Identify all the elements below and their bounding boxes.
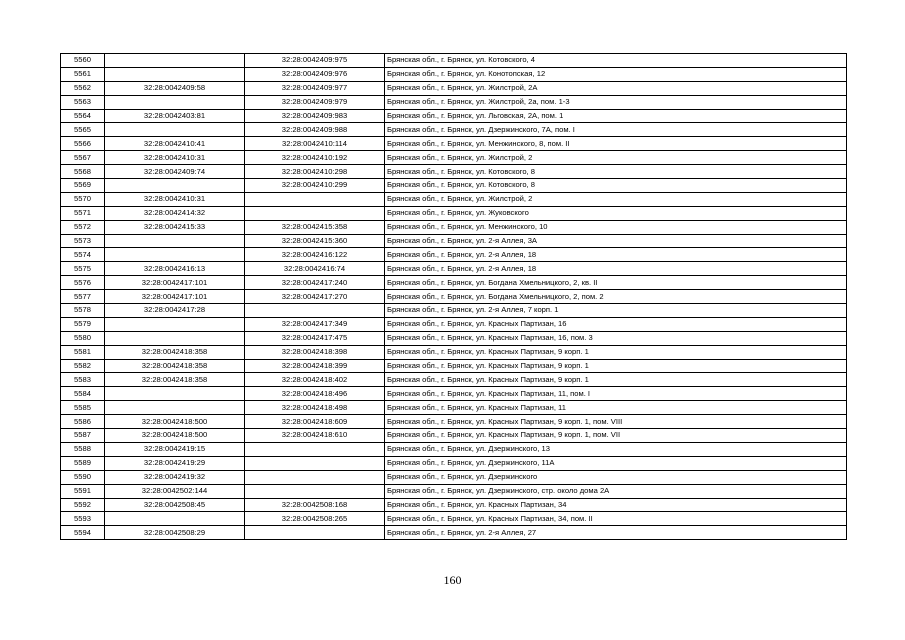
object-cadastral-number-cell — [245, 456, 385, 470]
table-row — [61, 67, 847, 81]
object-cadastral-number-cell: 32:28:0042409:988 — [245, 123, 385, 137]
address-cell: Брянская обл., г. Брянск, ул. Дзержинского, 11А — [385, 456, 847, 470]
object-cadastral-number-cell: 32:28:0042418:610 — [245, 429, 385, 443]
row-number-cell: 5593 — [61, 512, 105, 526]
row-number-cell: 5584 — [61, 387, 105, 401]
row-number-cell: 5570 — [61, 192, 105, 206]
address-cell: Брянская обл., г. Брянск, ул. Красных Партизан, 9 корп. 1, пом. VIII — [385, 415, 847, 429]
object-cadastral-number-cell: 32:28:0042418:496 — [245, 387, 385, 401]
land-cadastral-number-cell: 32:28:0042508:29 — [105, 526, 245, 540]
row-number-cell: 5567 — [61, 151, 105, 165]
table-row — [61, 192, 847, 206]
address-cell: Брянская обл., г. Брянск, ул. Красных Партизан, 11, пом. I — [385, 387, 847, 401]
address-cell: Брянская обл., г. Брянск, ул. Дзержинского — [385, 470, 847, 484]
address-cell: Брянская обл., г. Брянск, ул. Богдана Хмельницкого, 2, пом. 2 — [385, 290, 847, 304]
object-cadastral-number-cell — [245, 470, 385, 484]
row-number-cell: 5572 — [61, 220, 105, 234]
object-cadastral-number-cell: 32:28:0042410:114 — [245, 137, 385, 151]
table-row — [61, 317, 847, 331]
land-cadastral-number-cell — [105, 331, 245, 345]
row-number-cell: 5577 — [61, 290, 105, 304]
address-cell: Брянская обл., г. Брянск, ул. Менжинского, 8, пом. II — [385, 137, 847, 151]
address-cell: Брянская обл., г. Брянск, ул. Красных Партизан, 9 корп. 1 — [385, 373, 847, 387]
land-cadastral-number-cell: 32:28:0042414:32 — [105, 206, 245, 220]
land-cadastral-number-cell — [105, 179, 245, 193]
address-cell: Брянская обл., г. Брянск, ул. Жуковского — [385, 206, 847, 220]
table-row — [61, 387, 847, 401]
address-cell: Брянская обл., г. Брянск, ул. 2-я Аллея, 18 — [385, 248, 847, 262]
land-cadastral-number-cell — [105, 54, 245, 68]
table-row — [61, 442, 847, 456]
row-number-cell: 5585 — [61, 401, 105, 415]
row-number-cell: 5581 — [61, 345, 105, 359]
row-number-cell: 5575 — [61, 262, 105, 276]
address-cell: Брянская обл., г. Брянск, ул. Красных Партизан, 9 корп. 1, пом. VII — [385, 429, 847, 443]
object-cadastral-number-cell: 32:28:0042418:402 — [245, 373, 385, 387]
address-cell: Брянская обл., г. Брянск, ул. Дзержинского, 13 — [385, 442, 847, 456]
address-cell: Брянская обл., г. Брянск, ул. Красных Партизан, 16, пом. 3 — [385, 331, 847, 345]
row-number-cell: 5579 — [61, 317, 105, 331]
object-cadastral-number-cell: 32:28:0042410:298 — [245, 165, 385, 179]
object-cadastral-number-cell: 32:28:0042416:122 — [245, 248, 385, 262]
object-cadastral-number-cell: 32:28:0042410:192 — [245, 151, 385, 165]
table-row — [61, 470, 847, 484]
land-cadastral-number-cell: 32:28:0042418:358 — [105, 345, 245, 359]
address-cell: Брянская обл., г. Брянск, ул. Котовского, 8 — [385, 179, 847, 193]
row-number-cell: 5571 — [61, 206, 105, 220]
object-cadastral-number-cell: 32:28:0042417:349 — [245, 317, 385, 331]
land-cadastral-number-cell: 32:28:0042417:28 — [105, 304, 245, 318]
table-row — [61, 512, 847, 526]
object-cadastral-number-cell: 32:28:0042417:475 — [245, 331, 385, 345]
table-row — [61, 526, 847, 540]
land-cadastral-number-cell: 32:28:0042410:31 — [105, 151, 245, 165]
land-cadastral-number-cell: 32:28:0042419:32 — [105, 470, 245, 484]
address-cell: Брянская обл., г. Брянск, ул. Льговская, 2А, пом. 1 — [385, 109, 847, 123]
table-row — [61, 54, 847, 68]
table-row — [61, 415, 847, 429]
address-cell: Брянская обл., г. Брянск, ул. 2-я Аллея, 27 — [385, 526, 847, 540]
land-cadastral-number-cell — [105, 401, 245, 415]
land-cadastral-number-cell — [105, 123, 245, 137]
object-cadastral-number-cell: 32:28:0042418:498 — [245, 401, 385, 415]
table-row — [61, 151, 847, 165]
land-cadastral-number-cell — [105, 67, 245, 81]
object-cadastral-number-cell: 32:28:0042409:977 — [245, 81, 385, 95]
table-row — [61, 262, 847, 276]
object-cadastral-number-cell — [245, 484, 385, 498]
row-number-cell: 5586 — [61, 415, 105, 429]
land-cadastral-number-cell: 32:28:0042409:74 — [105, 165, 245, 179]
table-row — [61, 179, 847, 193]
land-cadastral-number-cell: 32:28:0042508:45 — [105, 498, 245, 512]
table-row — [61, 248, 847, 262]
table-row — [61, 165, 847, 179]
land-cadastral-number-cell — [105, 234, 245, 248]
table-row — [61, 373, 847, 387]
address-cell: Брянская обл., г. Брянск, ул. Жилстрой, 2а, пом. 1-3 — [385, 95, 847, 109]
address-cell: Брянская обл., г. Брянск, ул. Красных Партизан, 34, пом. II — [385, 512, 847, 526]
row-number-cell: 5573 — [61, 234, 105, 248]
object-cadastral-number-cell: 32:28:0042508:168 — [245, 498, 385, 512]
address-cell: Брянская обл., г. Брянск, ул. Жилстрой, 2 — [385, 151, 847, 165]
table-row — [61, 137, 847, 151]
table-row — [61, 234, 847, 248]
address-cell: Брянская обл., г. Брянск, ул. Красных Партизан, 16 — [385, 317, 847, 331]
row-number-cell: 5594 — [61, 526, 105, 540]
object-cadastral-number-cell: 32:28:0042410:299 — [245, 179, 385, 193]
land-cadastral-number-cell: 32:28:0042416:13 — [105, 262, 245, 276]
address-cell: Брянская обл., г. Брянск, ул. Дзержинского, стр. около дома 2А — [385, 484, 847, 498]
object-cadastral-number-cell: 32:28:0042418:609 — [245, 415, 385, 429]
row-number-cell: 5591 — [61, 484, 105, 498]
table-row — [61, 109, 847, 123]
row-number-cell: 5564 — [61, 109, 105, 123]
table-row — [61, 359, 847, 373]
table-row — [61, 206, 847, 220]
address-cell: Брянская обл., г. Брянск, ул. Жилстрой, 2А — [385, 81, 847, 95]
land-cadastral-number-cell — [105, 317, 245, 331]
land-cadastral-number-cell: 32:28:0042417:101 — [105, 290, 245, 304]
register-table-body — [61, 54, 847, 540]
address-cell: Брянская обл., г. Брянск, ул. Котовского, 8 — [385, 165, 847, 179]
land-cadastral-number-cell: 32:28:0042410:31 — [105, 192, 245, 206]
table-row — [61, 123, 847, 137]
row-number-cell: 5576 — [61, 276, 105, 290]
land-cadastral-number-cell — [105, 512, 245, 526]
row-number-cell: 5583 — [61, 373, 105, 387]
table-row — [61, 484, 847, 498]
row-number-cell: 5569 — [61, 179, 105, 193]
address-cell: Брянская обл., г. Брянск, ул. 2-я Аллея, 7 корп. 1 — [385, 304, 847, 318]
address-cell: Брянская обл., г. Брянск, ул. Жилстрой, 2 — [385, 192, 847, 206]
object-cadastral-number-cell: 32:28:0042508:265 — [245, 512, 385, 526]
address-cell: Брянская обл., г. Брянск, ул. Дзержинского, 7А, пом. I — [385, 123, 847, 137]
land-cadastral-number-cell: 32:28:0042418:500 — [105, 415, 245, 429]
row-number-cell: 5565 — [61, 123, 105, 137]
land-cadastral-number-cell — [105, 387, 245, 401]
row-number-cell: 5574 — [61, 248, 105, 262]
row-number-cell: 5566 — [61, 137, 105, 151]
land-cadastral-number-cell: 32:28:0042502:144 — [105, 484, 245, 498]
row-number-cell: 5561 — [61, 67, 105, 81]
object-cadastral-number-cell: 32:28:0042418:398 — [245, 345, 385, 359]
address-cell: Брянская обл., г. Брянск, ул. Богдана Хмельницкого, 2, кв. II — [385, 276, 847, 290]
land-cadastral-number-cell: 32:28:0042410:41 — [105, 137, 245, 151]
table-row — [61, 220, 847, 234]
object-cadastral-number-cell: 32:28:0042415:360 — [245, 234, 385, 248]
land-cadastral-number-cell: 32:28:0042417:101 — [105, 276, 245, 290]
object-cadastral-number-cell: 32:28:0042415:358 — [245, 220, 385, 234]
land-cadastral-number-cell: 32:28:0042418:358 — [105, 359, 245, 373]
row-number-cell: 5578 — [61, 304, 105, 318]
object-cadastral-number-cell: 32:28:0042409:975 — [245, 54, 385, 68]
land-cadastral-number-cell: 32:28:0042418:358 — [105, 373, 245, 387]
table-row — [61, 345, 847, 359]
address-cell: Брянская обл., г. Брянск, ул. Красных Партизан, 9 корп. 1 — [385, 345, 847, 359]
land-cadastral-number-cell: 32:28:0042403:81 — [105, 109, 245, 123]
row-number-cell: 5563 — [61, 95, 105, 109]
table-row — [61, 498, 847, 512]
address-cell: Брянская обл., г. Брянск, ул. Менжинского, 10 — [385, 220, 847, 234]
row-number-cell: 5562 — [61, 81, 105, 95]
object-cadastral-number-cell: 32:28:0042416:74 — [245, 262, 385, 276]
object-cadastral-number-cell: 32:28:0042409:979 — [245, 95, 385, 109]
row-number-cell: 5568 — [61, 165, 105, 179]
land-cadastral-number-cell: 32:28:0042409:58 — [105, 81, 245, 95]
row-number-cell: 5587 — [61, 429, 105, 443]
page-number: 160 — [443, 573, 462, 587]
row-number-cell: 5592 — [61, 498, 105, 512]
row-number-cell: 5582 — [61, 359, 105, 373]
address-cell: Брянская обл., г. Брянск, ул. Котовского, 4 — [385, 54, 847, 68]
land-cadastral-number-cell: 32:28:0042418:500 — [105, 429, 245, 443]
table-row — [61, 304, 847, 318]
table-row — [61, 456, 847, 470]
address-cell: Брянская обл., г. Брянск, ул. 2-я Аллея, 3А — [385, 234, 847, 248]
object-cadastral-number-cell: 32:28:0042409:983 — [245, 109, 385, 123]
row-number-cell: 5590 — [61, 470, 105, 484]
object-cadastral-number-cell: 32:28:0042418:399 — [245, 359, 385, 373]
row-number-cell: 5560 — [61, 54, 105, 68]
address-cell: Брянская обл., г. Брянск, ул. 2-я Аллея, 18 — [385, 262, 847, 276]
object-cadastral-number-cell — [245, 192, 385, 206]
object-cadastral-number-cell — [245, 442, 385, 456]
object-cadastral-number-cell: 32:28:0042417:270 — [245, 290, 385, 304]
land-cadastral-number-cell: 32:28:0042419:29 — [105, 456, 245, 470]
land-cadastral-number-cell: 32:28:0042419:15 — [105, 442, 245, 456]
object-cadastral-number-cell — [245, 526, 385, 540]
land-cadastral-number-cell — [105, 248, 245, 262]
address-cell: Брянская обл., г. Брянск, ул. Красных Партизан, 34 — [385, 498, 847, 512]
row-number-cell: 5588 — [61, 442, 105, 456]
table-row — [61, 331, 847, 345]
table-row — [61, 95, 847, 109]
land-cadastral-number-cell — [105, 95, 245, 109]
object-cadastral-number-cell: 32:28:0042417:240 — [245, 276, 385, 290]
object-cadastral-number-cell: 32:28:0042409:976 — [245, 67, 385, 81]
property-register-table — [60, 53, 847, 540]
address-cell: Брянская обл., г. Брянск, ул. Красных Партизан, 9 корп. 1 — [385, 359, 847, 373]
row-number-cell: 5589 — [61, 456, 105, 470]
table-row — [61, 81, 847, 95]
address-cell: Брянская обл., г. Брянск, ул. Красных Партизан, 11 — [385, 401, 847, 415]
table-row — [61, 276, 847, 290]
table-row — [61, 290, 847, 304]
table-row — [61, 401, 847, 415]
address-cell: Брянская обл., г. Брянск, ул. Конотопская, 12 — [385, 67, 847, 81]
object-cadastral-number-cell — [245, 206, 385, 220]
land-cadastral-number-cell: 32:28:0042415:33 — [105, 220, 245, 234]
object-cadastral-number-cell — [245, 304, 385, 318]
table-row — [61, 429, 847, 443]
row-number-cell: 5580 — [61, 331, 105, 345]
